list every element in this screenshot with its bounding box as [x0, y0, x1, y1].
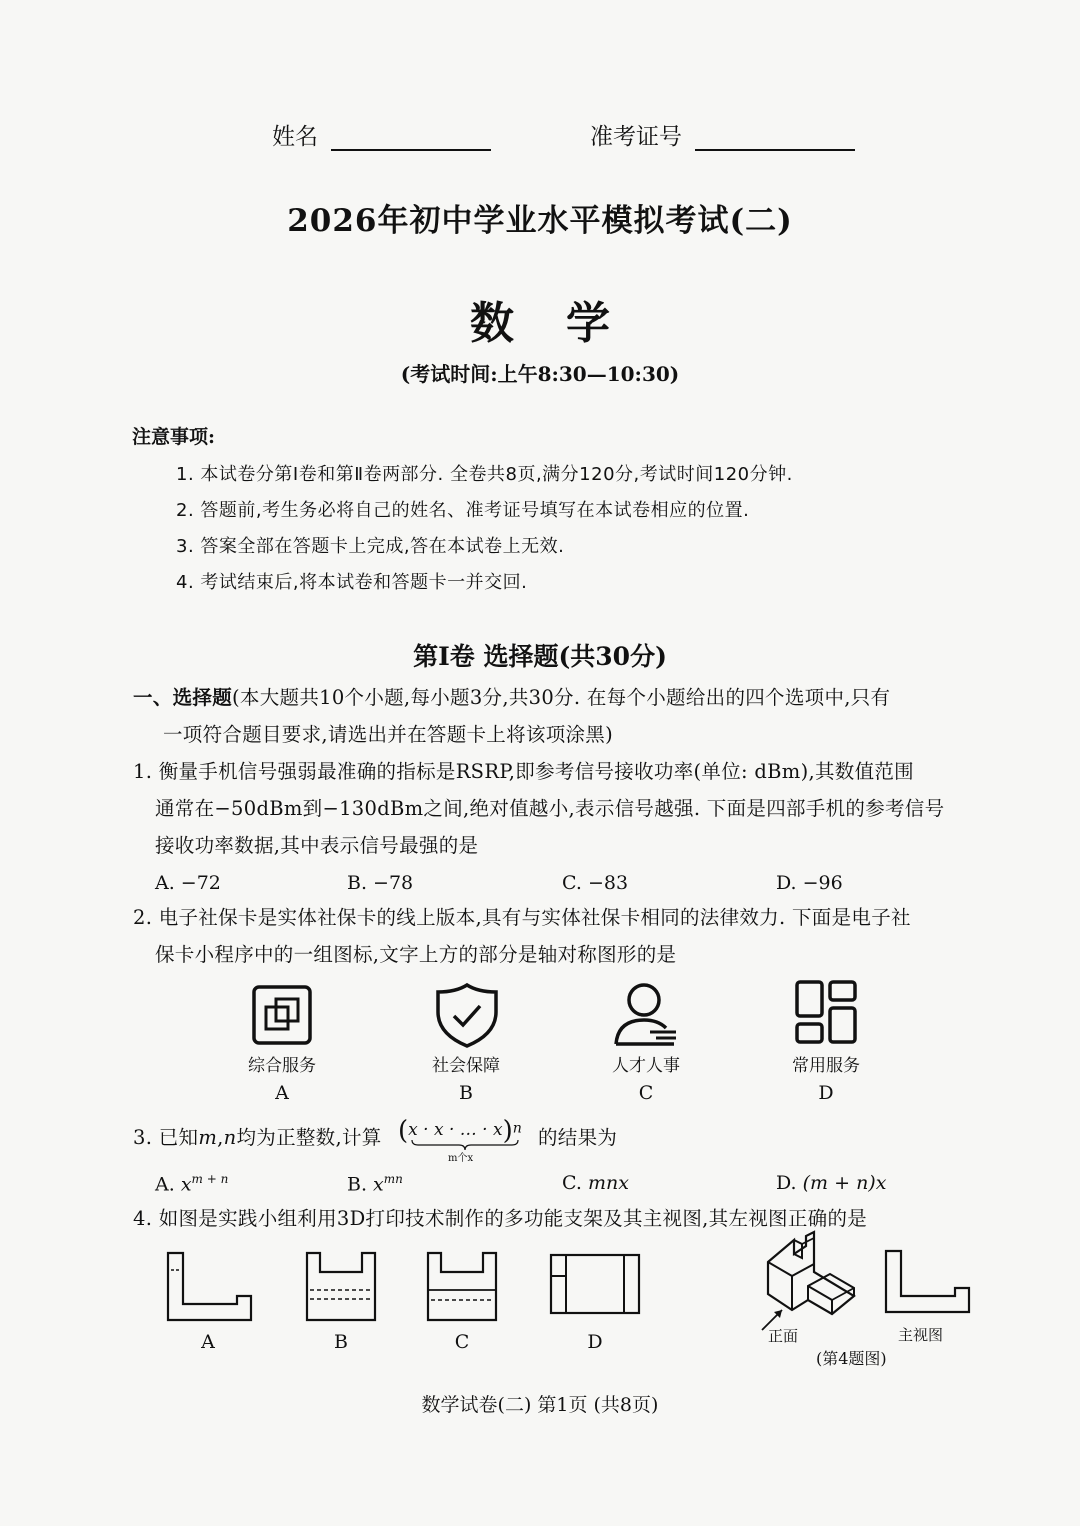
q3-option-d-base: (m + n)x [802, 1172, 887, 1194]
notice-item: 1. 本试卷分第Ⅰ卷和第Ⅱ卷两部分. 全卷共8页,满分120分,考试时间120分钟. [176, 464, 793, 485]
q2-line2: 保卡小程序中的一组图标,文字上方的部分是轴对称图形的是 [155, 943, 677, 966]
q3-option-c-base: mnx [587, 1172, 629, 1194]
q3-comma: , [217, 1126, 224, 1149]
q4-main-view-figure [885, 1250, 971, 1314]
q3-expression: (x · x · … · x)$^n$ [398, 1116, 522, 1146]
q3-option-c [562, 1172, 629, 1194]
q2-caption-c: 人才人事 [612, 1056, 680, 1076]
q4-letter-b: B [334, 1331, 348, 1353]
q3-option-b [347, 1172, 403, 1195]
q1-option-d: D. −96 [776, 872, 843, 894]
subject-title: 数学 [470, 298, 662, 349]
q3-option-b-base: x [373, 1173, 384, 1196]
q3-option-b-label: B. [347, 1173, 374, 1196]
q2-letter-d: D [818, 1082, 834, 1104]
figure-caption: (第4题图) [816, 1349, 887, 1368]
notice-item: 2. 答题前,考生务必将自己的姓名、准考证号填写在本试卷相应的位置. [176, 500, 750, 521]
section-title: 第Ⅰ卷 选择题(共30分) [413, 642, 667, 671]
notice-item: 3. 答案全部在答题卡上完成,答在本试卷上无效. [176, 536, 565, 557]
q2-line1: 2. 电子社保卡是实体社保卡的线上版本,具有与实体社保卡相同的法律效力. 下面是电子社 [133, 906, 911, 929]
q3-option-a-label: A. [155, 1173, 181, 1196]
q1-option-c: C. −83 [562, 872, 629, 894]
q3-text: 均为正整数,计算 [236, 1126, 382, 1149]
q4-view-d-figure [550, 1254, 640, 1314]
id-blank [695, 123, 855, 151]
q3-option-b-sup: mn [383, 1172, 403, 1186]
q3-var-m: m [198, 1126, 218, 1149]
q1-line3: 接收功率数据,其中表示信号最强的是 [155, 834, 479, 857]
page-footer: 数学试卷(二) 第1页 (共8页) [421, 1394, 659, 1416]
exam-title: 2026年初中学业水平模拟考试(二) [287, 203, 793, 239]
exam-time: (考试时间:上午8:30—10:30) [400, 362, 680, 386]
q3-suffix: 的结果为 [538, 1126, 618, 1149]
q3-underbrace-label: m个x [448, 1153, 474, 1164]
q4-letter-a: A [201, 1331, 215, 1353]
q3-stem [133, 1128, 382, 1148]
q1-option-b: B. −78 [347, 872, 414, 894]
notice-title: 注意事项: [132, 426, 216, 448]
q3-option-d [776, 1172, 886, 1194]
q2-letter-a: A [275, 1082, 289, 1104]
q3-prefix: 3. 已知 [133, 1126, 199, 1149]
id-label: 准考证号 [589, 124, 682, 150]
q3-exp: n [512, 1120, 522, 1137]
grid-icon [795, 980, 857, 1044]
shield-check-icon [434, 982, 500, 1048]
q3-option-c-label: C. [562, 1172, 588, 1194]
q1-option-a: A. −72 [155, 872, 221, 894]
q1-line1: 1. 衡量手机信号强弱最准确的指标是RSRP,即参考信号接收功率(单位: dBm),其数值范围 [133, 760, 914, 783]
part-heading: 一、选择题 [133, 686, 233, 709]
part-intro [133, 688, 890, 708]
name-blank [331, 123, 491, 151]
main-view-label: 主视图 [898, 1326, 944, 1344]
candidate-info-row [272, 118, 855, 151]
q2-caption-a: 综合服务 [248, 1056, 316, 1076]
notice-item: 4. 考试结束后,将本试卷和答题卡一并交回. [176, 572, 528, 593]
name-label: 姓名 [272, 124, 318, 150]
q3-option-a-sup: m + n [191, 1172, 229, 1186]
q3-option-a-base: x [180, 1173, 192, 1196]
person-icon [612, 982, 680, 1048]
q3-var-n: n [223, 1126, 237, 1149]
q2-letter-c: C [638, 1082, 654, 1104]
front-label: 正面 [768, 1327, 799, 1345]
q2-caption-d: 常用服务 [792, 1056, 860, 1076]
q4-letter-d: D [587, 1331, 603, 1353]
q4-view-b-figure [306, 1252, 376, 1322]
q1-line2: 通常在−50dBm到−130dBm之间,绝对值越小,表示信号越强. 下面是四部手机的参考信号 [155, 797, 945, 820]
q4-line1: 4. 如图是实践小组利用3D打印技术制作的多功能支架及其主视图,其左视图正确的是 [133, 1207, 868, 1230]
q3-expr: x · x · … · x [408, 1120, 503, 1140]
overlapping-squares-icon [252, 985, 312, 1045]
q4-view-c-figure [427, 1252, 497, 1322]
q3-option-d-label: D. [776, 1172, 803, 1194]
part-intro-line2: 一项符合题目要求,请选出并在答题卡上将该项涂黑) [163, 723, 614, 746]
q2-letter-b: B [459, 1082, 473, 1104]
q4-view-a-figure [167, 1252, 253, 1322]
part-intro-line1: (本大题共10个小题,每小题3分,共30分. 在每个小题给出的四个选项中,只有 [232, 686, 891, 709]
q3-option-a [155, 1172, 228, 1195]
q4-letter-c: C [454, 1331, 470, 1353]
q2-caption-b: 社会保障 [432, 1056, 500, 1076]
